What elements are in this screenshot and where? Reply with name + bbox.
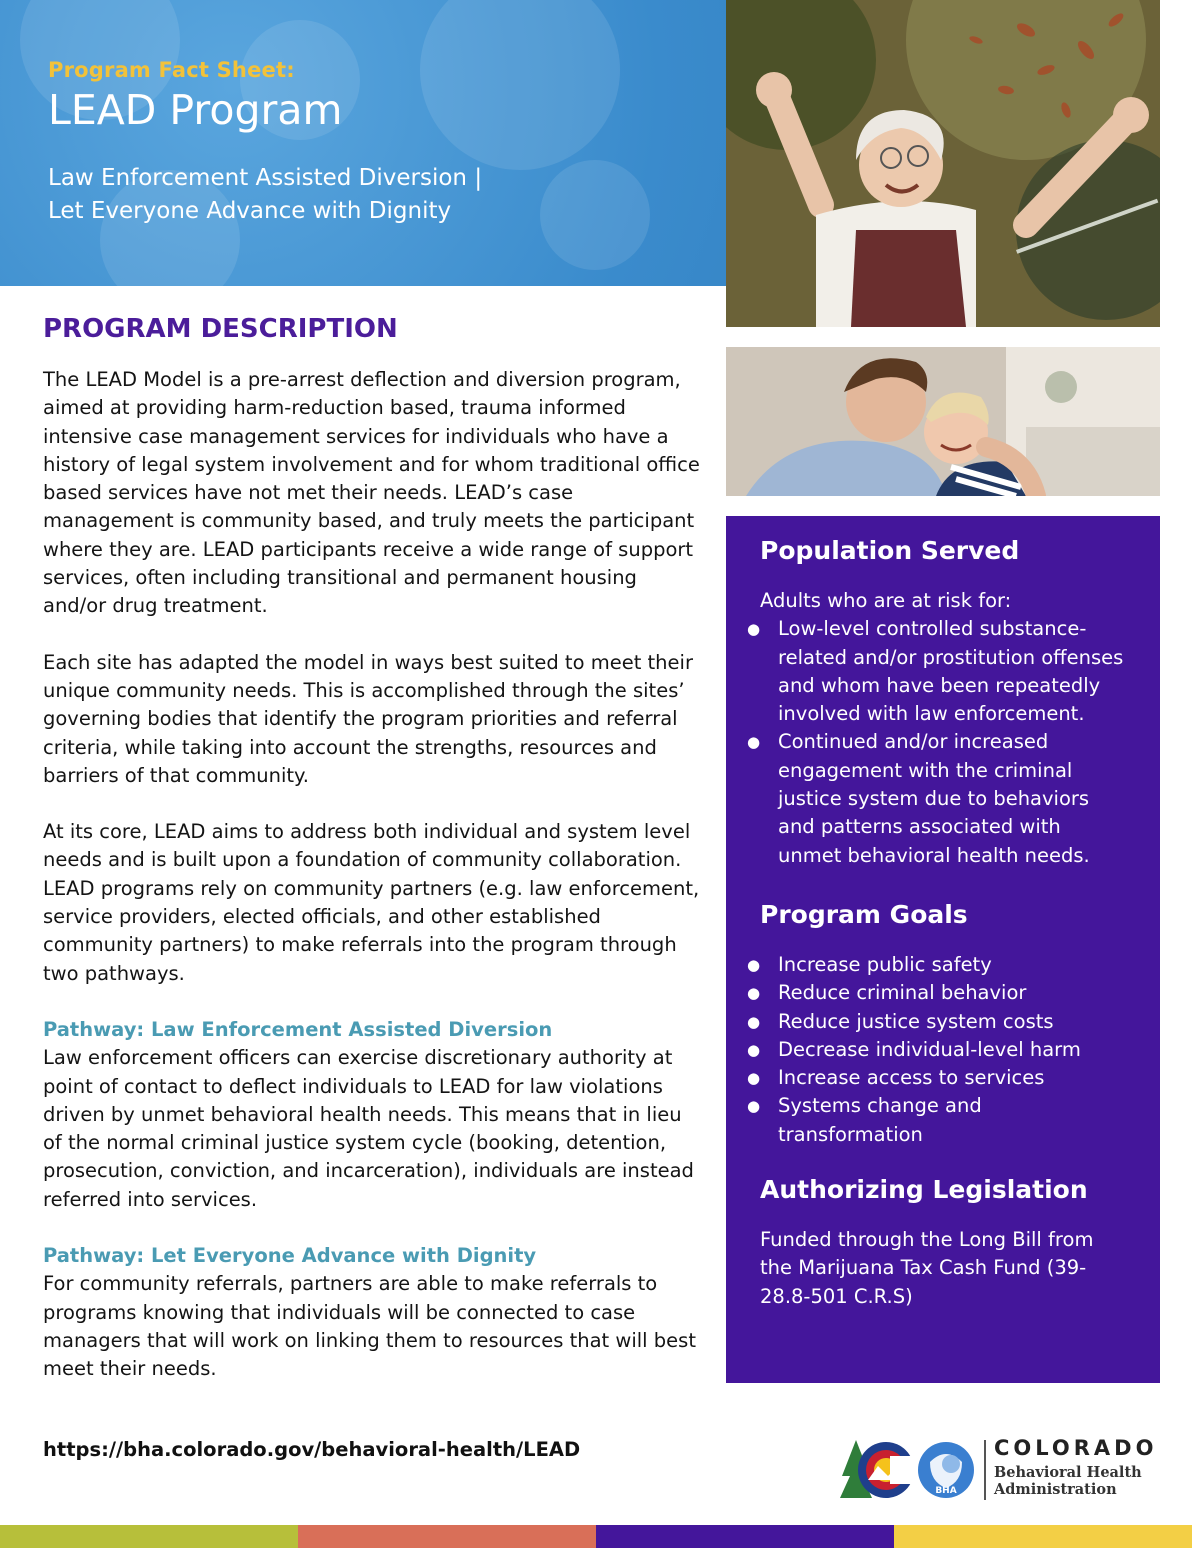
population-list (760, 615, 1126, 870)
logo-state-name: COLORADO (994, 1436, 1158, 1460)
photo-elderly-woman (726, 0, 1160, 327)
list-item: ● Increase public safety (760, 951, 1126, 979)
list-item: ● Systems change and transformation (760, 1092, 1126, 1149)
description-paragraph: At its core, LEAD aims to address both individual and system level needs and is built upon a foundation of community collaboration. LEAD programs rely on community partners (e.g. law enforcement, service providers, elected officials, and other established community partners) to make referrals into the program through two pathways. (43, 820, 700, 985)
header-text (48, 58, 482, 228)
subtitle-line: Let Everyone Advance with Dignity (48, 198, 452, 224)
pathway-text: For community referrals, partners are able to make referrals to programs knowing that individuals will be connected to case managers that will work on linking them to resources that will best meet their needs. (43, 1272, 696, 1381)
program-description-section (43, 314, 703, 1412)
legislation-heading: Authorizing Legislation (760, 1175, 1088, 1205)
logo-wordmark (994, 1436, 1157, 1498)
list-item: ● Increase access to services (760, 1064, 1126, 1092)
subtitle-line: Law Enforcement Assisted Diversion | (48, 165, 483, 191)
footer-segment (298, 1525, 596, 1548)
bha-badge-label: BHA (935, 1486, 957, 1496)
pathway-text: Law enforcement officers can exercise discretionary authority at point of contact to deflect individuals to LEAD for law violations driven by unmet behavioral health needs. This means that in lieu of the normal criminal justice system cycle (booking, detention, prosecution, conviction, and incarceration), individuals are instead referred into services. (43, 1046, 694, 1211)
fact-sheet-kicker: Program Fact Sheet: (48, 58, 295, 82)
population-heading: Population Served (760, 536, 1020, 565)
logo-org-line: Behavioral Health (994, 1464, 1142, 1481)
logo-org-line: Administration (994, 1481, 1117, 1498)
list-item: ● Reduce criminal behavior (760, 979, 1126, 1007)
pathway-heading: Pathway: Let Everyone Advance with Dignity (43, 1244, 537, 1268)
footer-segment (894, 1525, 1192, 1548)
photo-elderly-woman-illustration (726, 0, 1160, 327)
goals-heading: Program Goals (760, 899, 968, 929)
list-item: ● Continued and/or increased engagement with the criminal justice system due to behaviors and patterns associated with unmet behavioral health needs. (760, 728, 1126, 869)
population-intro: Adults who are at risk for: (760, 589, 1012, 612)
section-heading: PROGRAM DESCRIPTION (43, 314, 398, 344)
bokeh-decoration (540, 160, 650, 270)
description-paragraph: The LEAD Model is a pre-arrest deflection and diversion program, aimed at providing harm-reduction based, trauma informed intensive case management services for individuals who have a history of legal system involvement and for whom traditional office based services have not met their needs. LEAD’s case management is community based, and truly meets the participant where they are. LEAD participants receive a wide range of support services, often including transitional and permanent housing and/or drug treatment. (43, 368, 700, 618)
logo-divider (984, 1440, 986, 1500)
photo-father-and-child-illustration (726, 347, 1160, 496)
legislation-text: Funded through the Long Bill from the Marijuana Tax Cash Fund (39-28.8-501 C.R.S) (760, 1228, 1094, 1308)
goals-list (760, 951, 1126, 1149)
description-paragraph: Each site has adapted the model in ways best suited to meet their unique community needs. This is accomplished through the sites’ governing bodies that identify the program priorities and referral criteria, while taking into account the strengths, resources and barriers of that community. (43, 650, 693, 787)
photo-father-and-child (726, 347, 1160, 496)
page-subtitle (48, 162, 482, 228)
program-url-link[interactable]: https://bha.colorado.gov/behavioral-health/LEAD (43, 1438, 581, 1461)
list-item: ● Reduce justice system costs (760, 1008, 1126, 1036)
footer-color-bar (0, 1525, 1192, 1548)
footer-segment (596, 1525, 894, 1548)
list-item: ● Decrease individual-level harm (760, 1036, 1126, 1064)
pathway-heading: Pathway: Law Enforcement Assisted Diversion (43, 1017, 553, 1041)
page-title: LEAD Program (48, 86, 343, 134)
info-sidebar (726, 516, 1160, 1383)
list-item: ● Low-level controlled substance-related and/or prostitution offenses and whom have been repeatedly involved with law enforcement. (760, 615, 1126, 728)
footer-segment (0, 1525, 298, 1548)
